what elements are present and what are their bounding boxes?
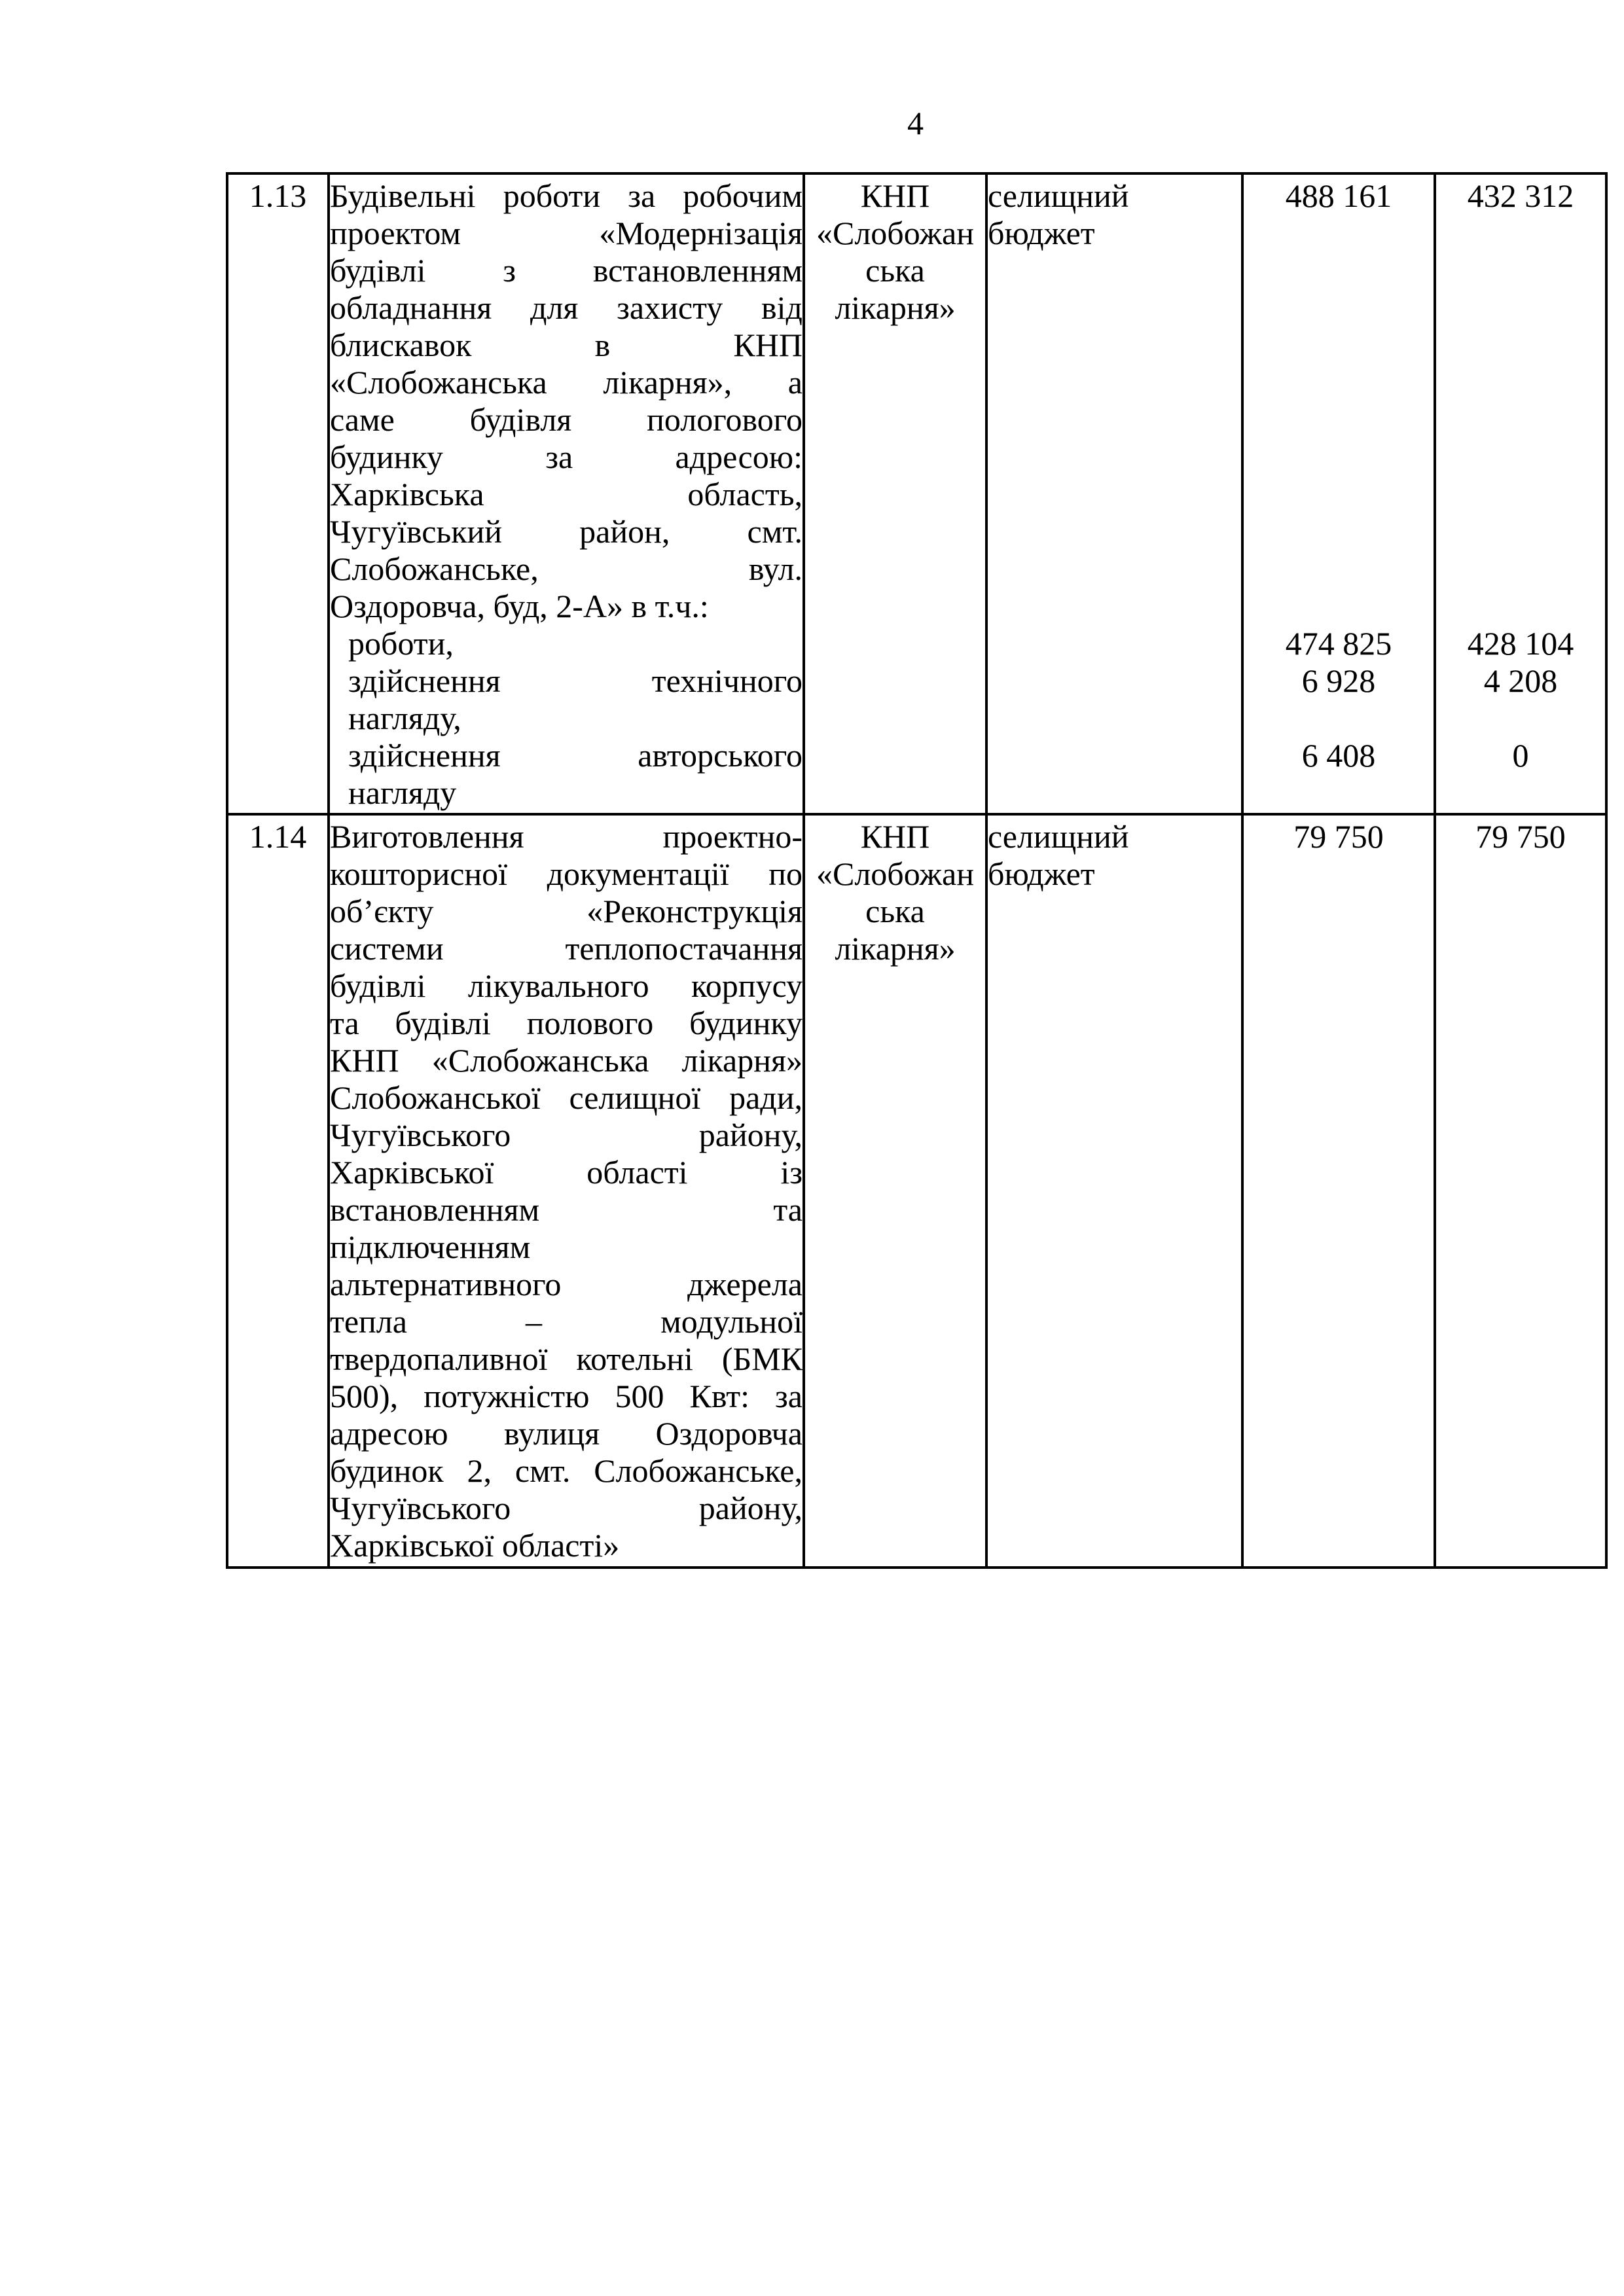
text-line: селищний <box>988 818 1129 855</box>
text-line: роботи, <box>348 625 454 662</box>
work-description-cell <box>329 814 804 1568</box>
text-line: селищний <box>988 177 1129 214</box>
text-line: Оздоровча, буд, 2-А» в т.ч.: <box>330 588 709 624</box>
text-line: тепла – модульної <box>330 1303 803 1340</box>
text-line: ська <box>865 252 925 289</box>
text-line: підключенням <box>330 1229 531 1265</box>
row-id: 1.14 <box>249 818 307 855</box>
description-text <box>330 177 803 625</box>
text-line: Харківська область, <box>330 476 803 512</box>
text-line: ська <box>865 893 925 929</box>
text-line: лікарня» <box>835 930 956 967</box>
planned-amount-cell <box>1242 173 1435 814</box>
description-sub-items <box>330 625 803 812</box>
funded-amount-total: 432 312 <box>1467 177 1574 214</box>
text-line: будинок 2, смт. Слобожанське, <box>330 1452 803 1489</box>
text-line: бюджет <box>988 215 1095 251</box>
text-line: КНП «Слобожанська лікарня» <box>330 1042 803 1079</box>
text-line: нагляду, <box>348 700 461 736</box>
text-line: КНП <box>860 818 930 855</box>
text-line: твердопаливної котельні (БМК <box>330 1340 803 1377</box>
planned-amount-tech-supervision: 6 928 <box>1301 662 1376 699</box>
funded-amount-works: 428 104 <box>1467 625 1574 662</box>
planned-amount-works: 474 825 <box>1285 625 1392 662</box>
page-number: 4 <box>907 105 924 141</box>
text-line: Харківської області» <box>330 1527 620 1564</box>
text-line: нагляду <box>348 774 457 811</box>
row-id-cell <box>227 173 329 814</box>
text-line: Слобожанське, вул. <box>330 550 803 587</box>
text-line: Виготовлення проектно- <box>330 818 803 855</box>
text-line: альтернативного джерела <box>330 1266 803 1302</box>
text-line: та будівлі полового будинку <box>330 1005 803 1041</box>
planned-amount-cell <box>1242 814 1435 1568</box>
planned-amount-author-supervision: 6 408 <box>1301 737 1376 774</box>
text-line: об’єкту «Реконструкція <box>330 893 803 929</box>
executor-text <box>805 177 985 327</box>
work-description-cell <box>329 173 804 814</box>
text-line: будівлі лікувального корпусу <box>330 967 803 1004</box>
executor-text <box>805 818 985 967</box>
funding-source-cell <box>986 173 1242 814</box>
text-line: обладнання для захисту від <box>330 289 803 326</box>
text-line: «Слобожан <box>816 215 974 251</box>
text-line: КНП <box>860 177 930 214</box>
text-line: «Слобожанська лікарня», а <box>330 364 803 401</box>
executor-cell <box>804 814 986 1568</box>
table-row-1-13 <box>227 173 1606 814</box>
table-row-1-14 <box>227 814 1606 1568</box>
text-line: системи теплопостачання <box>330 930 803 967</box>
text-line: бюджет <box>988 855 1095 892</box>
text-line: 500), потужністю 500 Квт: за <box>330 1378 803 1414</box>
text-line: здійснення авторського <box>348 737 803 774</box>
text-line: Будівельні роботи за робочим <box>330 177 803 214</box>
funded-amount-cell <box>1435 814 1606 1568</box>
text-line: кошторисної документації по <box>330 855 803 892</box>
row-id: 1.13 <box>249 177 307 214</box>
text-line: здійснення технічного <box>348 662 803 699</box>
text-line: Чугуївський район, смт. <box>330 513 803 550</box>
text-line: будівлі з встановленням <box>330 252 803 289</box>
funding-source-text <box>988 177 1241 252</box>
description-text <box>330 818 803 1564</box>
text-line: будинку за адресою: <box>330 439 803 475</box>
text-line: проектом «Модернізація <box>330 215 803 251</box>
funding-source-text <box>988 818 1241 893</box>
funded-amount-total: 79 750 <box>1475 818 1566 855</box>
text-line: саме будівля пологового <box>330 401 803 438</box>
executor-cell <box>804 173 986 814</box>
text-line: Чугуївського району, <box>330 1117 803 1153</box>
funding-source-cell <box>986 814 1242 1568</box>
funded-amount-tech-supervision: 4 208 <box>1483 662 1558 699</box>
text-line: Харківської області із <box>330 1154 803 1191</box>
text-line: Чугуївського району, <box>330 1490 803 1526</box>
text-line: встановленням та <box>330 1191 803 1228</box>
funded-amount-author-supervision: 0 <box>1512 737 1529 774</box>
text-line: блискавок в КНП <box>330 327 803 363</box>
text-line: адресою вулиця Оздоровча <box>330 1415 803 1452</box>
text-line: Слобожанської селищної ради, <box>330 1079 803 1116</box>
planned-amount-total: 79 750 <box>1293 818 1384 855</box>
text-line: лікарня» <box>835 289 956 326</box>
row-id-cell <box>227 814 329 1568</box>
text-line: «Слобожан <box>816 855 974 892</box>
funded-amount-cell <box>1435 173 1606 814</box>
planned-amount-total: 488 161 <box>1285 177 1392 214</box>
budget-program-table <box>226 172 1608 1569</box>
